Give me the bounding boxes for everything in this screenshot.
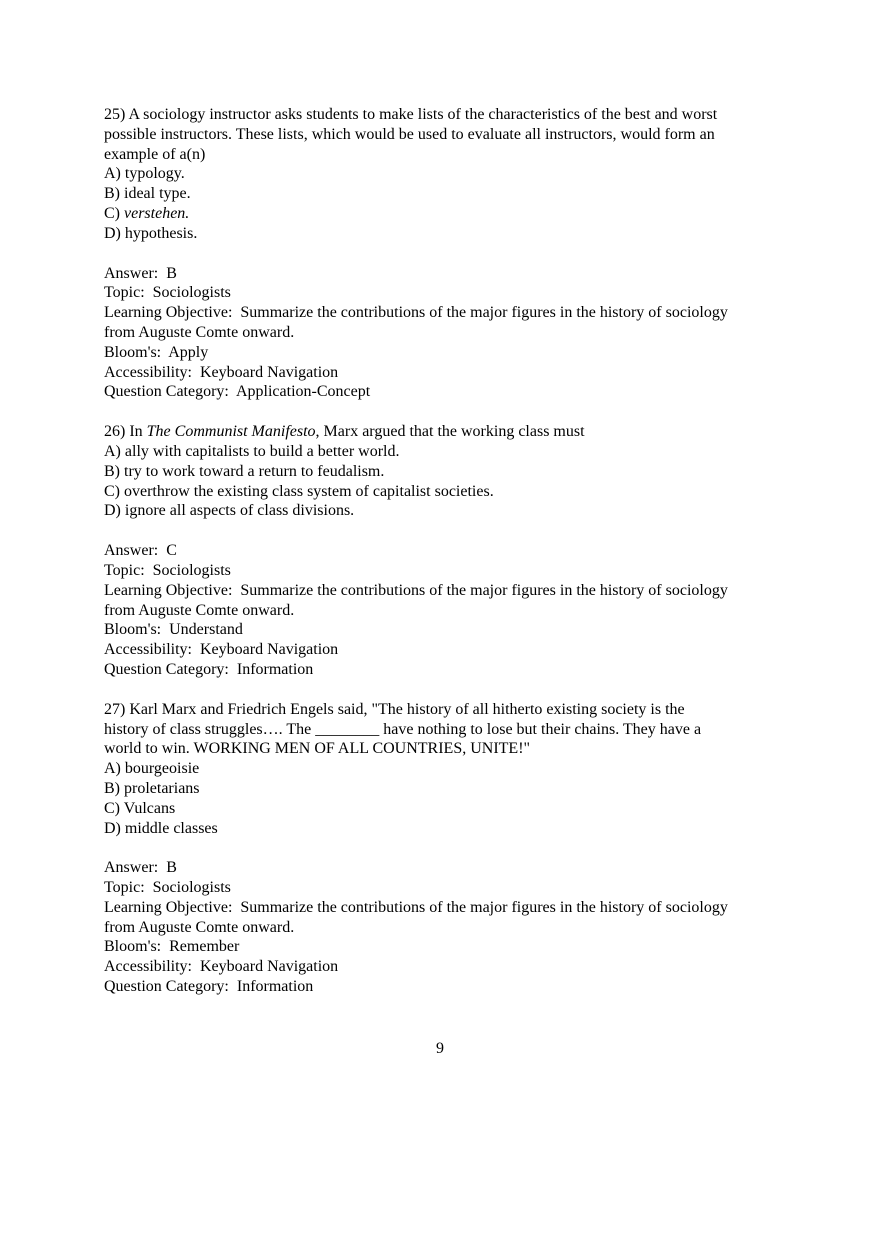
option-c <box>104 204 794 224</box>
question-stem-line: 25) A sociology instructor asks students to make lists of the characteristics of the best and worst <box>104 106 718 123</box>
topic-line: Topic: Sociologists <box>104 284 231 302</box>
option-a <box>104 164 794 184</box>
option-text: ignore all aspects of class divisions. <box>124 502 355 520</box>
topic-line: Topic: Sociologists <box>104 879 231 897</box>
question-25 <box>104 105 794 402</box>
question-category-line: Question Category: Application-Concept <box>104 383 371 401</box>
option-text: ally with capitalists to build a better world. <box>124 442 400 460</box>
spacer <box>104 244 794 264</box>
question-stem-line: 27) Karl Marx and Friedrich Engels said, "The history of all hitherto existing society is the <box>104 700 685 718</box>
option-prefix: C) <box>104 482 124 500</box>
question-stem-line: example of a(n) <box>104 145 206 163</box>
stem-text: 26) In <box>104 423 147 441</box>
option-text: middle classes <box>124 819 218 837</box>
answer-line: Answer: C <box>104 542 177 560</box>
option-b <box>104 779 794 799</box>
question-stem-line <box>104 422 794 442</box>
question-stem-line: possible instructors. These lists, which would be used to evaluate all instructors, would form an <box>104 125 715 143</box>
option-prefix: B) <box>104 185 124 203</box>
answer-line: Answer: B <box>104 859 177 877</box>
spacer <box>104 402 794 422</box>
option-d <box>104 819 794 839</box>
accessibility-line: Accessibility: Keyboard Navigation <box>104 958 339 976</box>
option-d <box>104 224 794 244</box>
option-a <box>104 442 794 462</box>
option-prefix: A) <box>104 165 125 183</box>
option-b <box>104 462 794 482</box>
option-d <box>104 501 794 521</box>
question-stem-line: history of class struggles…. The ________ have nothing to lose but their chains. They have a <box>104 720 702 738</box>
option-text-italic: verstehen. <box>124 204 190 222</box>
blooms-line: Bloom's: Remember <box>104 938 240 956</box>
option-a <box>104 759 794 779</box>
option-prefix: D) <box>104 502 125 520</box>
topic-line: Topic: Sociologists <box>104 561 231 579</box>
learning-objective-line: from Auguste Comte onward. <box>104 601 295 619</box>
option-text: ideal type. <box>124 185 191 203</box>
option-b <box>104 184 794 204</box>
option-text: try to work toward a return to feudalism. <box>124 462 385 480</box>
learning-objective-line: Learning Objective: Summarize the contributions of the major figures in the history of sociology <box>104 898 728 916</box>
option-c <box>104 482 794 502</box>
option-prefix: D) <box>104 224 125 242</box>
blooms-line: Bloom's: Apply <box>104 343 209 361</box>
learning-objective-line: Learning Objective: Summarize the contributions of the major figures in the history of sociology <box>104 304 728 322</box>
document-page <box>104 105 794 997</box>
option-prefix: C) <box>104 799 124 817</box>
learning-objective-line: from Auguste Comte onward. <box>104 918 295 936</box>
question-stem-line: world to win. WORKING MEN OF ALL COUNTRIES, UNITE!" <box>104 740 531 758</box>
spacer <box>104 680 794 700</box>
option-prefix: A) <box>104 442 125 460</box>
learning-objective-line: Learning Objective: Summarize the contributions of the major figures in the history of sociology <box>104 581 728 599</box>
question-category-line: Question Category: Information <box>104 978 314 996</box>
option-text: bourgeoisie <box>124 760 200 778</box>
book-title: The Communist Manifesto <box>146 423 316 441</box>
option-text: Vulcans <box>123 799 176 817</box>
spacer <box>104 521 794 541</box>
option-prefix: B) <box>104 779 124 797</box>
option-text: proletarians <box>124 779 200 797</box>
option-prefix: A) <box>104 760 125 778</box>
answer-line: Answer: B <box>104 264 177 282</box>
spacer <box>104 838 794 858</box>
question-26 <box>104 422 794 680</box>
learning-objective-line: from Auguste Comte onward. <box>104 323 295 341</box>
accessibility-line: Accessibility: Keyboard Navigation <box>104 363 339 381</box>
option-prefix: B) <box>104 462 124 480</box>
question-category-line: Question Category: Information <box>104 660 314 678</box>
option-text: overthrow the existing class system of capitalist societies. <box>124 482 494 500</box>
option-prefix: C) <box>104 204 124 222</box>
page-number: 9 <box>436 1040 444 1057</box>
option-prefix: D) <box>104 819 125 837</box>
blooms-line: Bloom's: Understand <box>104 621 243 639</box>
accessibility-line: Accessibility: Keyboard Navigation <box>104 641 339 659</box>
option-text: hypothesis. <box>124 224 198 242</box>
option-c <box>104 799 794 819</box>
stem-text: , Marx argued that the working class must <box>315 423 585 441</box>
option-text: typology. <box>124 165 185 183</box>
question-27 <box>104 700 794 997</box>
